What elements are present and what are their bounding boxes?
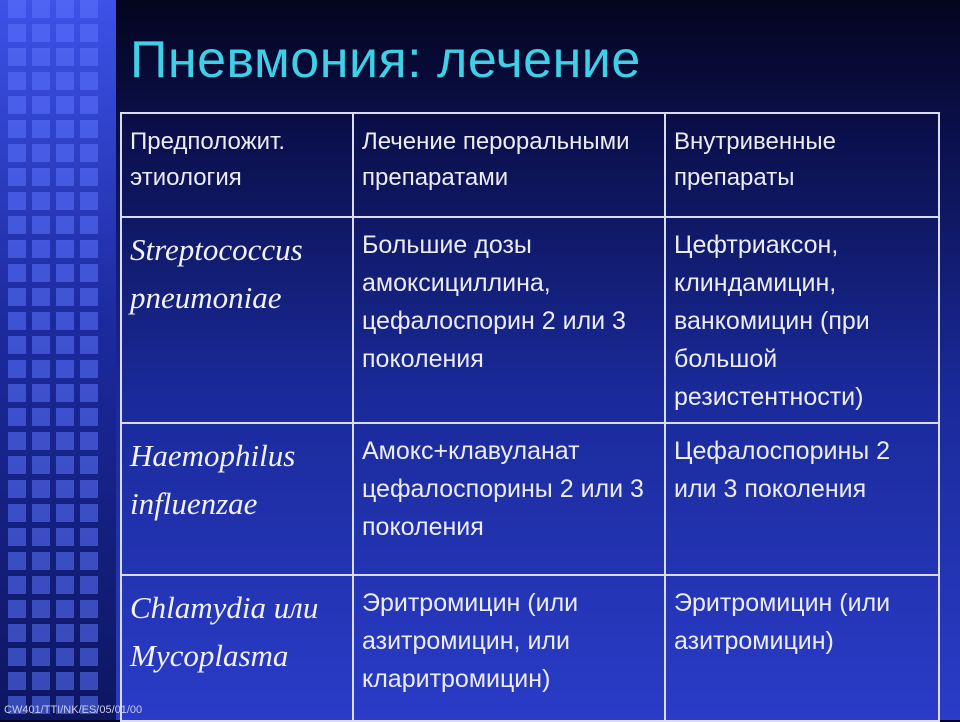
oral-treatment-cell: Эритромицин (или азитромицин, или кларитромицин) <box>353 575 665 721</box>
header-etiology: Предположит. этиология <box>121 113 353 217</box>
oral-treatment-cell: Большие дозы амоксициллина, цефалоспорин 2 или 3 поколения <box>353 217 665 423</box>
iv-treatment-cell: Цефалоспорины 2 или 3 поколения <box>665 423 939 575</box>
iv-treatment-cell: Эритромицин (или азитромицин) <box>665 575 939 721</box>
organism-cell: Chlamydia или Mycoplasma <box>121 575 353 721</box>
organism-cell: Streptococcus pneumoniae <box>121 217 353 423</box>
table-row <box>121 423 939 575</box>
treatment-table <box>120 112 940 722</box>
table-header-row <box>121 113 939 217</box>
organism-cell: Haemophilus influenzae <box>121 423 353 575</box>
header-oral-treatment: Лечение пероральными препаратами <box>353 113 665 217</box>
table-row <box>121 217 939 423</box>
header-iv-drugs: Внутривенные препараты <box>665 113 939 217</box>
slide-title: Пневмония: лечение <box>130 31 641 89</box>
table-row <box>121 575 939 721</box>
slide-footer-code: CW401/TTI/NK/ES/05/01/00 <box>4 704 143 716</box>
decorative-left-strip <box>0 0 116 720</box>
iv-treatment-cell: Цефтриаксон, клиндамицин, ванкомицин (при большой резистентности) <box>665 217 939 423</box>
decorative-square-pattern <box>8 0 108 720</box>
oral-treatment-cell: Амокс+клавуланат цефалоспорины 2 или 3 поколения <box>353 423 665 575</box>
